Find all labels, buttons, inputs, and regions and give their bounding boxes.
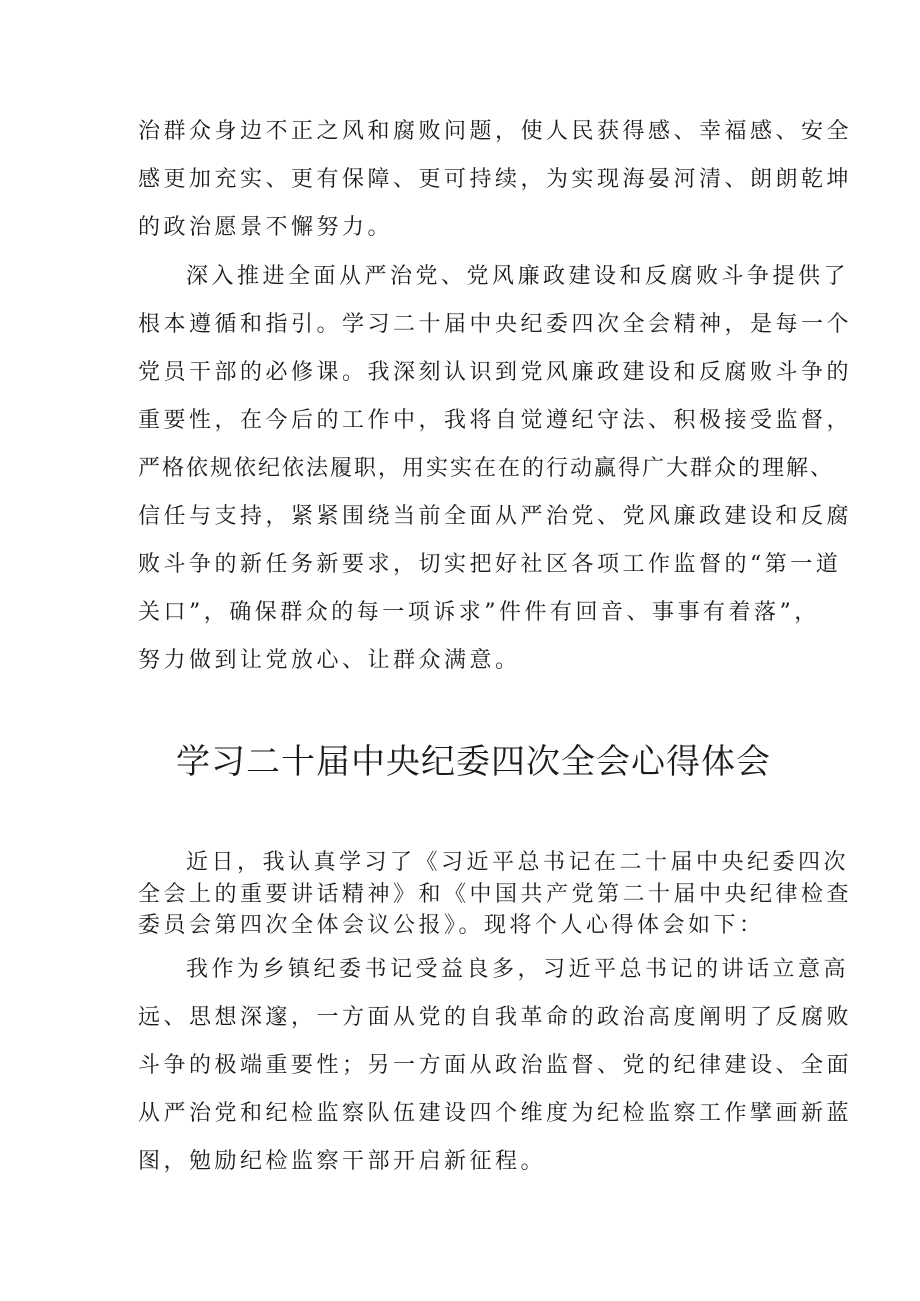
paragraph-line: 深入推进全面从严治党、党风廉政建设和反腐败斗争提供了 <box>186 264 850 289</box>
paragraph-line: 关口”，确保群众的每一项诉求”件件有回音、事事有着落”， <box>138 600 820 625</box>
paragraph-line: 感更加充实、更有保障、更可持续，为实现海晏河清、朗朗乾坤 <box>138 167 853 192</box>
paragraph-line: 近日，我认真学习了《习近平总书记在二十届中央纪委四次 <box>186 850 850 875</box>
paragraph-line: 根本遵循和指引。学习二十届中央纪委四次全会精神，是每一个 <box>138 312 853 337</box>
paragraph-line: 重要性，在今后的工作中，我将自觉遵纪守法、积极接受监督， <box>138 408 853 433</box>
paragraph-line: 斗争的极端重要性；另一方面从政治监督、党的纪律建设、全面 <box>138 1053 853 1078</box>
paragraph-line: 信任与支持，紧紧围绕当前全面从严治党、党风廉政建设和反腐 <box>138 504 853 529</box>
paragraph-line: 党员干部的必修课。我深刻认识到党风廉政建设和反腐败斗争的 <box>138 360 853 385</box>
paragraph-line: 严格依规依纪依法履职，用实实在在的行动赢得广大群众的理解、 <box>138 456 835 481</box>
paragraph-line: 的政治愿景不懈努力。 <box>138 215 394 240</box>
paragraph-line: 努力做到让党放心、让群众满意。 <box>138 648 521 673</box>
paragraph-line: 全会上的重要讲话精神》和《中国共产党第二十届中央纪律检查 <box>138 882 853 907</box>
paragraph-line: 治群众身边不正之风和腐败问题，使人民获得感、幸福感、安全 <box>138 119 853 144</box>
paragraph-line: 从严治党和纪检监察队伍建设四个维度为纪检监察工作擘画新蓝 <box>138 1101 853 1126</box>
document-title: 学习二十届中央纪委四次全会心得体会 <box>176 742 771 782</box>
paragraph-line: 败斗争的新任务新要求，切实把好社区各项工作监督的“第一道 <box>138 552 842 577</box>
paragraph-line: 图，勉励纪检监察干部开启新征程。 <box>138 1149 547 1174</box>
paragraph-line: 委员会第四次全体会议公报》。现将个人心得体会如下： <box>138 913 765 938</box>
paragraph-line: 我作为乡镇纪委书记受益良多，习近平总书记的讲话立意高 <box>186 957 850 982</box>
paragraph-line: 远、思想深邃，一方面从党的自我革命的政治高度阐明了反腐败 <box>138 1005 853 1030</box>
